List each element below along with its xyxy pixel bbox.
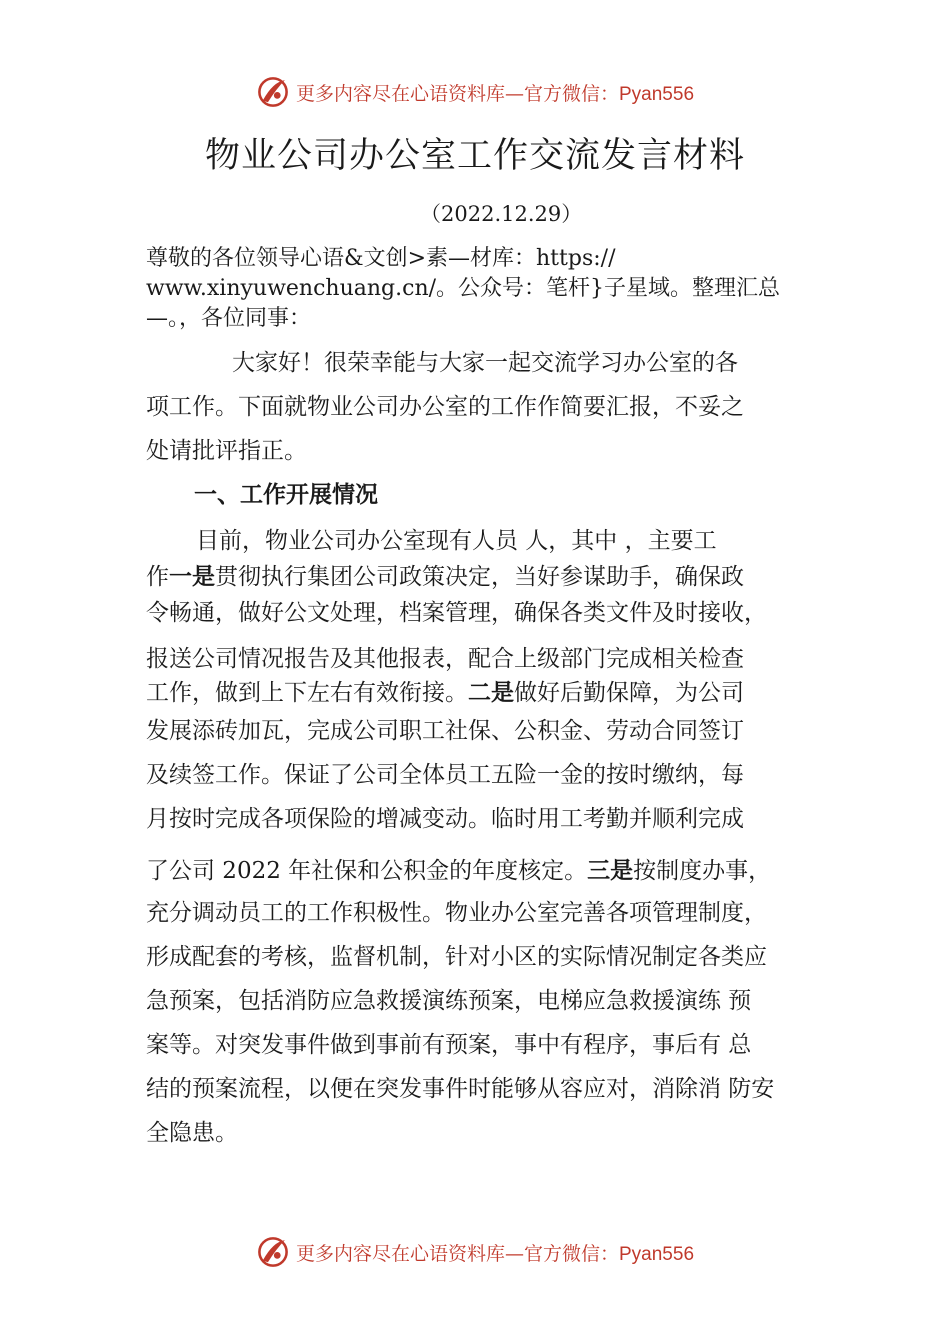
body-line: 案等。对突发事件做到事前有预案，事中有程序，事后有 总 bbox=[146, 1032, 752, 1058]
footer-watermark-banner bbox=[0, 1232, 950, 1272]
logo-icon bbox=[256, 1235, 290, 1269]
body-line: 急预案，包括消防应急救援演练预案，电梯应急救援演练 预 bbox=[146, 988, 752, 1014]
body-line: 月按时完成各项保险的增减变动。临时用工考勤并顺利完成 bbox=[146, 806, 744, 832]
intro-line: 项工作。下面就物业公司办公室的工作作简要汇报，不妥之 bbox=[146, 394, 744, 420]
body-line: 作一是贯彻执行集团公司政策决定，当好参谋助手，确保政 bbox=[146, 564, 744, 590]
salutation-line: 尊敬的各位领导心语&文创>素—材库：https:// bbox=[146, 246, 616, 271]
document-title: 物业公司办公室工作交流发言材料 bbox=[204, 136, 745, 176]
logo-icon bbox=[256, 75, 290, 109]
watermark-text: 更多内容尽在心语资料库—官方微信：Pyan556 bbox=[295, 1242, 695, 1265]
highlight-first: 一是 bbox=[169, 564, 215, 590]
body-line: 工作，做到上下左右有效衔接。二是做好后勤保障，为公司 bbox=[146, 680, 744, 706]
intro-line: 大家好！很荣幸能与大家一起交流学习办公室的各 bbox=[232, 350, 738, 376]
watermark-text: 更多内容尽在心语资料库—官方微信：Pyan556 bbox=[295, 82, 695, 105]
body-line: 发展添砖加瓦，完成公司职工社保、公积金、劳动合同签订 bbox=[146, 718, 744, 744]
body-line: 了公司 2022 年社保和公积金的年度核定。三是按制度办事， bbox=[146, 858, 772, 884]
body-line: 及续签工作。保证了公司全体员工五险一金的按时缴纳，每 bbox=[146, 762, 744, 788]
salutation-line: —。，各位同事： bbox=[146, 306, 312, 331]
salutation-line: www.xinyuwenchuang.cn/。公众号：笔杆}子星域。整理汇总 bbox=[146, 276, 781, 301]
body-line: 目前，物业公司办公室现有人员 人，其中 ，主要工 bbox=[196, 528, 717, 554]
section-heading: 一、工作开展情况 bbox=[194, 482, 378, 508]
body-line: 全隐患。 bbox=[146, 1120, 238, 1146]
highlight-second: 二是 bbox=[468, 680, 514, 706]
body-line: 报送公司情况报告及其他报表，配合上级部门完成相关检查 bbox=[146, 646, 744, 672]
body-line: 结的预案流程，以便在突发事件时能够从容应对，消除消 防安 bbox=[146, 1076, 775, 1102]
body-line: 令畅通，做好公文处理，档案管理，确保各类文件及时接收， bbox=[146, 600, 767, 626]
intro-line: 处请批评指正。 bbox=[146, 438, 307, 464]
body-line: 形成配套的考核，监督机制，针对小区的实际情况制定各类应 bbox=[146, 944, 767, 970]
highlight-third: 三是 bbox=[587, 858, 634, 884]
document-date: （2022.12.29） bbox=[420, 202, 583, 226]
body-line: 充分调动员工的工作积极性。物业办公室完善各项管理制度， bbox=[146, 900, 767, 926]
header-watermark-banner bbox=[0, 72, 950, 112]
